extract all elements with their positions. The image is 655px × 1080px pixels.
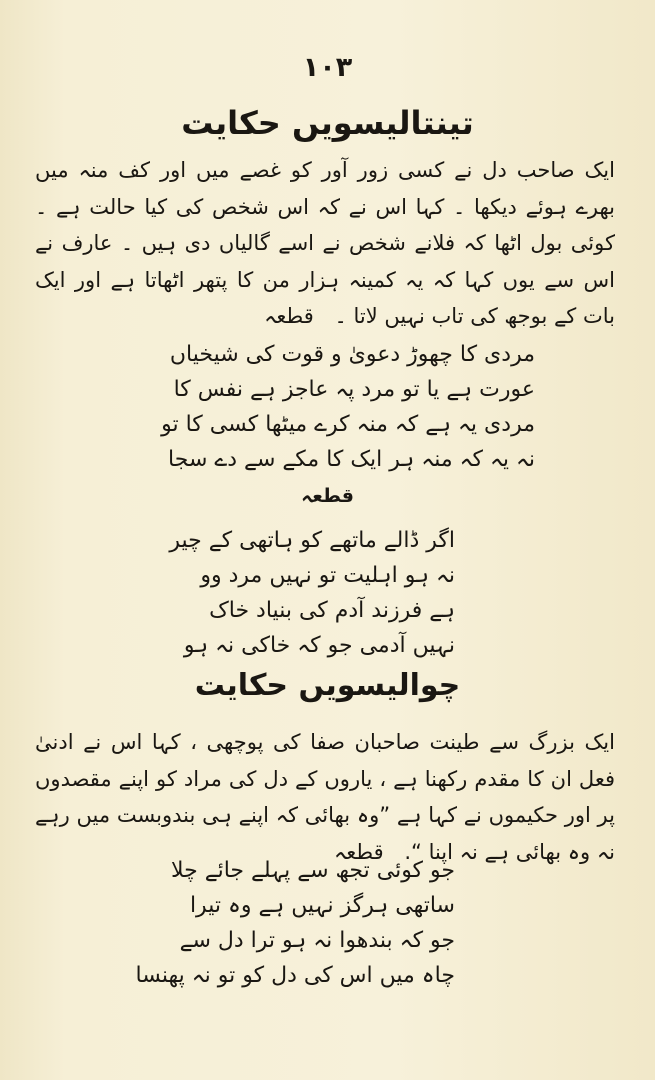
verse-line: ہے فرزند آدم کی بنیاد خاک <box>209 598 455 623</box>
story-2-text: ایک بزرگ سے طینت صاحبان صفا کی پوچھی ، کہا اس نے ادنیٰ فعل ان کا مقدم رکھنا ہے ، یاروں کے دل کی مراد کو اپنے مقصدوں پر اور حکیموں نے کہا ہے ”وہ بھائی کہ اپنے ہی بندوبست میں رہے نہ وہ بھائی ہے نہ اپنا “. <box>35 730 615 864</box>
page-number: ۱۰۳ <box>302 52 353 83</box>
verse-line: ساتھی ہرگز نہیں ہے وہ تیرا <box>189 893 455 918</box>
verse-line: نہ ہو اہلیت تو نہیں مرد وو <box>200 563 455 588</box>
verse-line: مردی کا چھوڑ دعویٰ و قوت کی شیخیاں <box>169 342 535 367</box>
qita-label-2: قطعہ <box>301 485 354 507</box>
verse-block-2 <box>155 523 455 663</box>
verse-block-3 <box>135 853 455 993</box>
verse-line: نہ یہ کہ منہ ہر ایک کا مکے سے دے سجا <box>168 447 535 472</box>
qita-label-inline-1: قطعہ <box>264 304 314 328</box>
verse-line: عورت ہے یا تو مرد پہ عاجز ہے نفس کا <box>173 377 535 402</box>
story-1-title: تینتالیسویں حکایت <box>181 104 474 142</box>
verse-line: مردی یہ ہے کہ منہ کرے میٹھا کسی کا تو <box>161 412 535 437</box>
story-1-paragraph <box>35 152 615 335</box>
story-2-title: چوالیسویں حکایت <box>194 668 461 703</box>
verse-line: چاہ میں اس کی دل کو تو نہ پھنسا <box>135 963 455 988</box>
verse-line: جو کہ بندھوا نہ ہو ترا دل سے <box>179 928 455 953</box>
verse-line: نہیں آدمی جو کہ خاکی نہ ہو <box>183 633 455 658</box>
story-1-text: ایک صاحب دل نے کسی زور آور کو غصے میں اور کف منہ میں بھرے ہوئے دیکھا ۔ کہا اس نے کہ اس شخص کی کیا حالت ہے ۔ کوئی بول اٹھا کہ فلانے شخص نے اسے گالیاں دی ہیں ۔ عارف نے اس سے یوں کہا کہ یہ کمینہ ہزار من کا پتھر اٹھاتا ہے اور ایک بات کے بوجھ کی تاب نہیں لاتا ۔ <box>35 158 615 328</box>
verse-block-1 <box>135 337 535 477</box>
qita-label-inline-2: قطعہ <box>333 839 384 864</box>
verse-line: اگر ڈالے ماتھے کو ہاتھی کے چیر <box>169 528 455 553</box>
story-2-paragraph <box>35 724 615 870</box>
verse-line: جو کوئی تجھ سے پہلے جائے چلا <box>170 858 455 883</box>
